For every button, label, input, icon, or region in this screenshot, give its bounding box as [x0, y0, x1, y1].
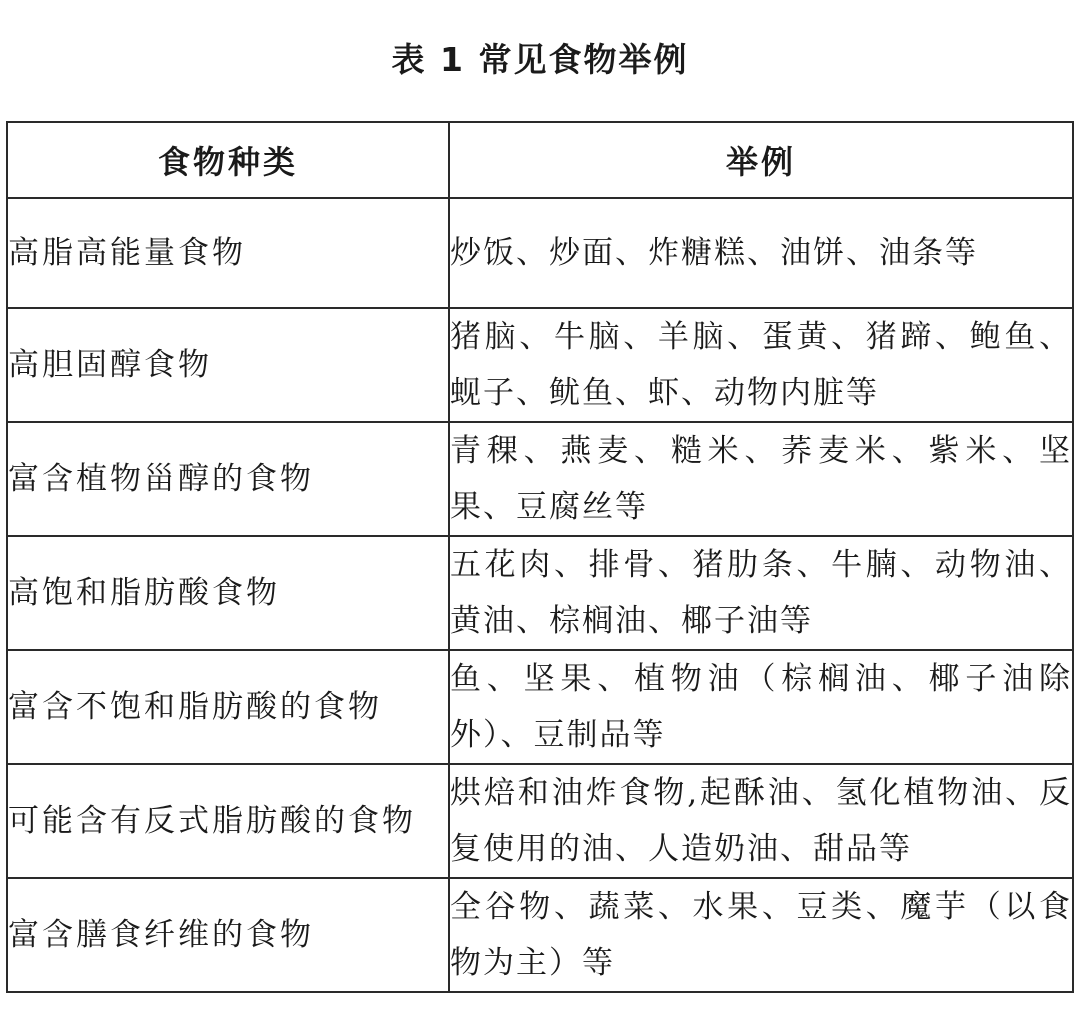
- table-row: [7, 650, 1073, 764]
- table-row: [7, 764, 1073, 878]
- header-food-category: 食物种类: [7, 122, 449, 198]
- table-row: [7, 878, 1073, 992]
- table-row: [7, 536, 1073, 650]
- category-cell: 高饱和脂肪酸食物: [7, 536, 449, 650]
- examples-cell: 炒饭、炒面、炸糖糕、油饼、油条等: [449, 198, 1073, 308]
- header-examples: 举例: [449, 122, 1073, 198]
- table-row: [7, 422, 1073, 536]
- examples-cell: 猪脑、牛脑、羊脑、蛋黄、猪蹄、鲍鱼、蚬子、鱿鱼、虾、动物内脏等: [449, 308, 1073, 422]
- category-cell: 高脂高能量食物: [7, 198, 449, 308]
- category-cell: 富含膳食纤维的食物: [7, 878, 449, 992]
- category-cell: 富含不饱和脂肪酸的食物: [7, 650, 449, 764]
- examples-cell: 全谷物、蔬菜、水果、豆类、魔芋（以食物为主）等: [449, 878, 1073, 992]
- category-cell: 可能含有反式脂肪酸的食物: [7, 764, 449, 878]
- examples-cell: 五花肉、排骨、猪肋条、牛腩、动物油、黄油、棕榈油、椰子油等: [449, 536, 1073, 650]
- examples-cell: 烘焙和油炸食物,起酥油、氢化植物油、反复使用的油、人造奶油、甜品等: [449, 764, 1073, 878]
- food-examples-table: [6, 121, 1074, 993]
- table-row: [7, 308, 1073, 422]
- examples-cell: 青稞、燕麦、糙米、荞麦米、紫米、坚果、豆腐丝等: [449, 422, 1073, 536]
- category-cell: 高胆固醇食物: [7, 308, 449, 422]
- table-row: [7, 198, 1073, 308]
- examples-cell: 鱼、坚果、植物油（棕榈油、椰子油除外）、豆制品等: [449, 650, 1073, 764]
- table-title: 表 1 常见食物举例: [391, 40, 689, 79]
- table-header-row: [7, 122, 1073, 198]
- category-cell: 富含植物甾醇的食物: [7, 422, 449, 536]
